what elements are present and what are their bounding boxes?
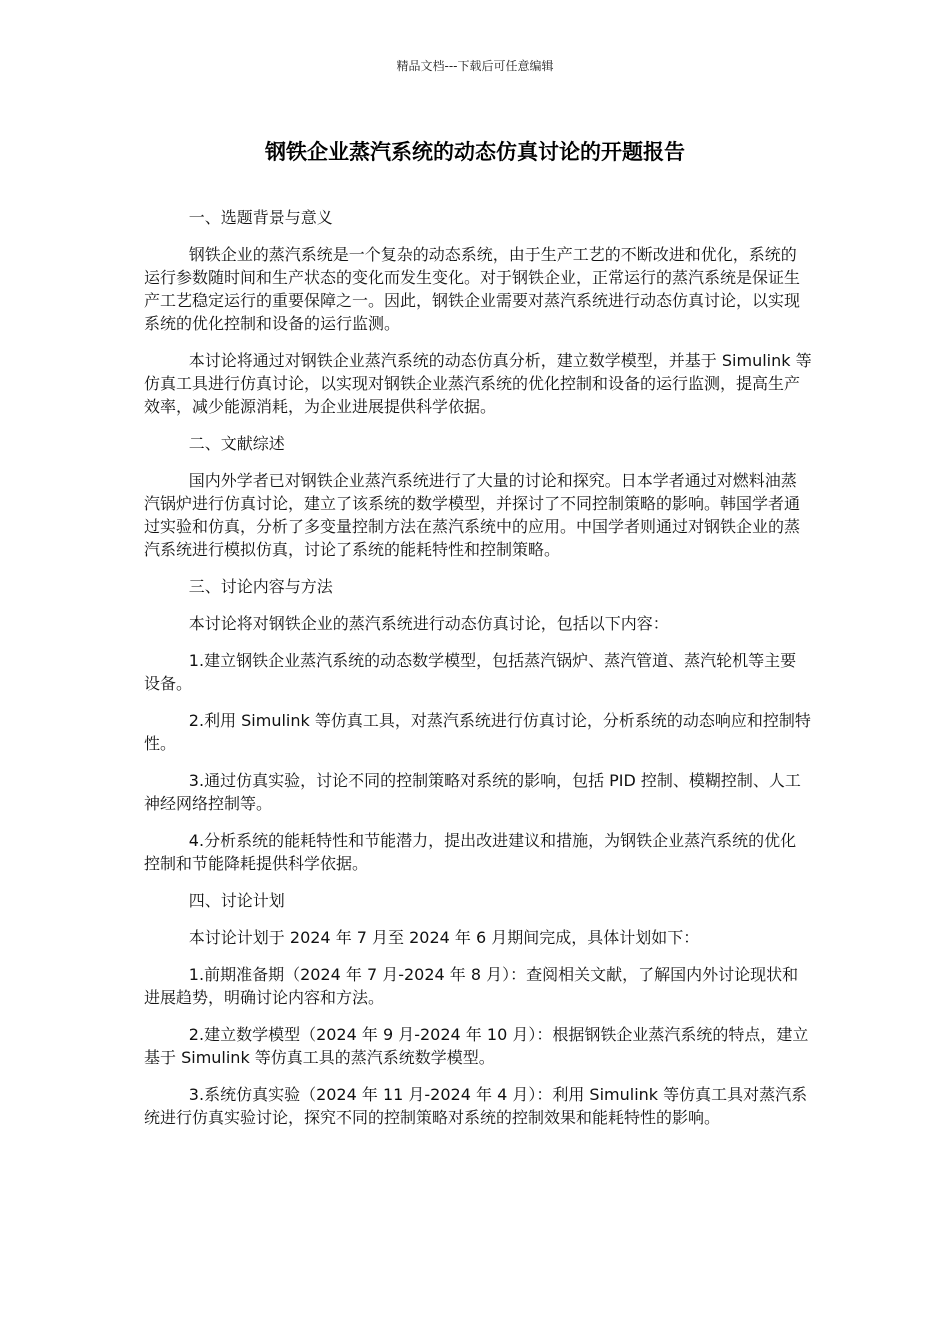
document-title: 钢铁企业蒸汽系统的动态仿真讨论的开题报告: [265, 140, 685, 164]
list-item: 4.分析系统的能耗特性和节能潜力，提出改进建议和措施，为钢铁企业蒸汽系统的优化控制和节能降耗提供科学依据。: [144, 831, 797, 873]
section-heading-plan: 四、讨论计划: [188, 891, 285, 910]
header-note: 精品文档---下载后可任意编辑: [396, 59, 554, 73]
paragraph: 钢铁企业的蒸汽系统是一个复杂的动态系统，由于生产工艺的不断改进和优化，系统的运行参数随时间和生产状态的变化而发生变化。对于钢铁企业，正常运行的蒸汽系统是保证生产工艺稳定运行的重要保障之一。因此，钢铁企业需要对蒸汽系统进行动态仿真讨论，以实现系统的优化控制和设备的运行监测。: [144, 245, 801, 333]
paragraph: 本讨论将通过对钢铁企业蒸汽系统的动态仿真分析，建立数学模型，并基于 Simulink 等仿真工具进行仿真讨论，以实现对钢铁企业蒸汽系统的优化控制和设备的运行监测，提高生产效率，减少能源消耗，为企业进展提供科学依据。: [144, 351, 812, 416]
list-item: 3.通过仿真实验，讨论不同的控制策略对系统的影响，包括 PID 控制、模糊控制、人工神经网络控制等。: [144, 771, 801, 813]
list-item: 1.建立钢铁企业蒸汽系统的动态数学模型，包括蒸汽锅炉、蒸汽管道、蒸汽轮机等主要设备。: [144, 651, 797, 693]
paragraph: 本讨论将对钢铁企业的蒸汽系统进行动态仿真讨论，包括以下内容：: [188, 614, 669, 633]
section-heading-literature: 二、文献综述: [188, 434, 285, 453]
list-item: 1.前期准备期（2024 年 7 月-2024 年 8 月）：查阅相关文献，了解国内外讨论现状和进展趋势，明确讨论内容和方法。: [144, 965, 799, 1007]
document-body: [144, 206, 812, 1143]
paragraph: 国内外学者已对钢铁企业蒸汽系统进行了大量的讨论和探究。日本学者通过对燃料油蒸汽锅炉进行仿真讨论，建立了该系统的数学模型，并探讨了不同控制策略的影响。韩国学者通过实验和仿真，分析了多变量控制方法在蒸汽系统中的应用。中国学者则通过对钢铁企业的蒸汽系统进行模拟仿真，讨论了系统的能耗特性和控制策略。: [144, 471, 801, 559]
section-heading-content-methods: 三、讨论内容与方法: [188, 577, 333, 596]
list-item: 3.系统仿真实验（2024 年 11 月-2024 年 4 月）：利用 Simulink 等仿真工具对蒸汽系统进行仿真实验讨论，探究不同的控制策略对系统的控制效果和能耗特性的影响。: [144, 1085, 808, 1127]
section-heading-background: 一、选题背景与意义: [188, 208, 333, 227]
list-item: 2.建立数学模型（2024 年 9 月-2024 年 10 月）：根据钢铁企业蒸汽系统的特点，建立基于 Simulink 等仿真工具的蒸汽系统数学模型。: [144, 1025, 809, 1067]
list-item: 2.利用 Simulink 等仿真工具，对蒸汽系统进行仿真讨论，分析系统的动态响应和控制特性。: [144, 711, 811, 753]
paragraph: 本讨论计划于 2024 年 7 月至 2024 年 6 月期间完成，具体计划如下：: [188, 928, 700, 947]
